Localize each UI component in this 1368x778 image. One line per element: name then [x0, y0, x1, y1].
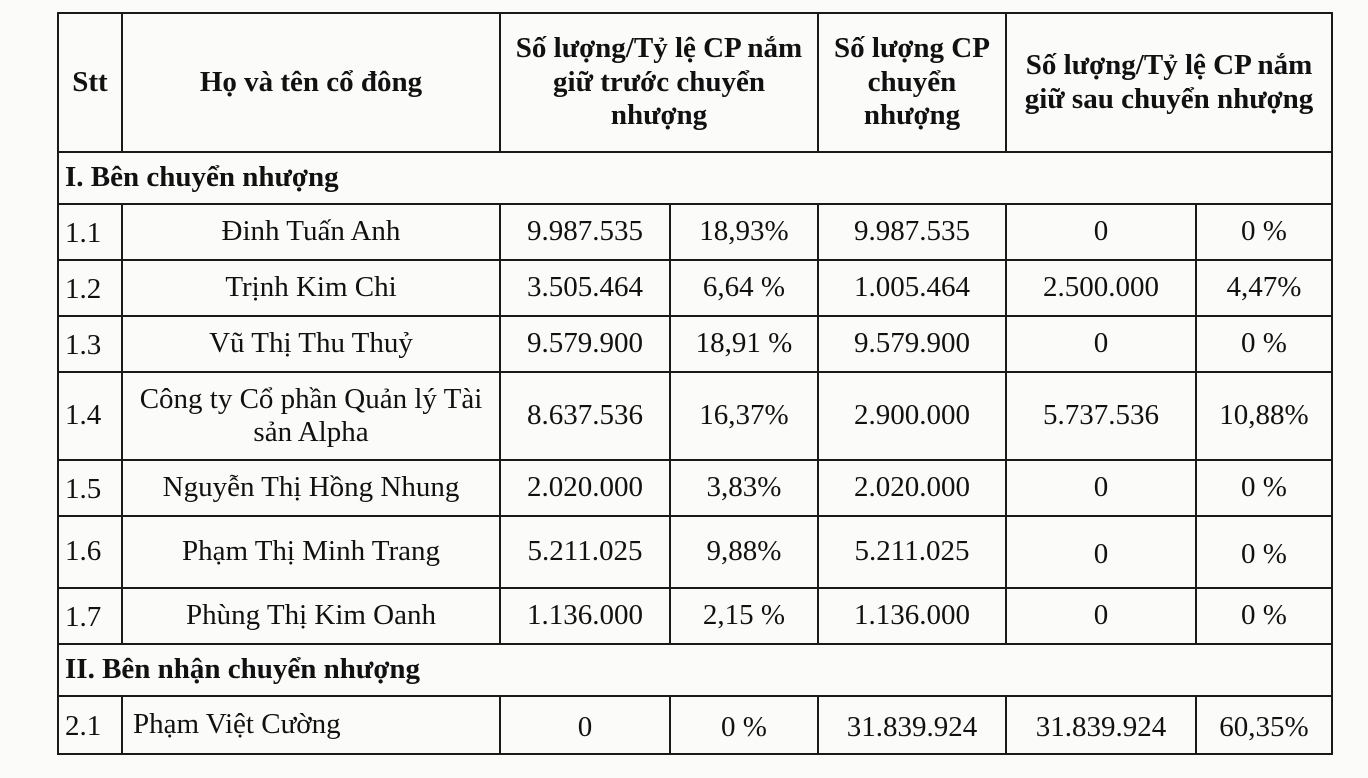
cell-before-qty: 8.637.536: [500, 372, 670, 460]
header-before-transfer: Số lượng/Tỷ lệ CP nắm giữ trước chuyển nhượng: [500, 13, 818, 152]
table-row: [58, 516, 1332, 588]
table-row: [58, 460, 1332, 516]
cell-stt: 1.6: [58, 516, 122, 588]
shareholder-transfer-table: [57, 12, 1333, 755]
cell-after-qty: 0: [1006, 204, 1196, 260]
cell-transfer-qty: 5.211.025: [818, 516, 1006, 588]
section-transferee-row: [58, 644, 1332, 696]
section-transferor-row: [58, 152, 1332, 204]
cell-stt: 1.4: [58, 372, 122, 460]
cell-after-pct: 0 %: [1196, 516, 1332, 588]
header-stt: Stt: [58, 13, 122, 152]
cell-transfer-qty: 1.136.000: [818, 588, 1006, 644]
cell-before-qty: 5.211.025: [500, 516, 670, 588]
cell-after-qty: 5.737.536: [1006, 372, 1196, 460]
cell-stt: 2.1: [58, 696, 122, 754]
cell-stt: 1.5: [58, 460, 122, 516]
cell-name: Đinh Tuấn Anh: [122, 204, 500, 260]
cell-before-qty: 9.579.900: [500, 316, 670, 372]
table-row: [58, 696, 1332, 754]
cell-after-qty: 0: [1006, 588, 1196, 644]
cell-after-pct: 0 %: [1196, 204, 1332, 260]
cell-after-qty: 31.839.924: [1006, 696, 1196, 754]
cell-before-qty: 9.987.535: [500, 204, 670, 260]
cell-transfer-qty: 1.005.464: [818, 260, 1006, 316]
cell-transfer-qty: 9.987.535: [818, 204, 1006, 260]
cell-before-pct: 16,37%: [670, 372, 818, 460]
cell-before-pct: 0 %: [670, 696, 818, 754]
header-after-transfer: Số lượng/Tỷ lệ CP nắm giữ sau chuyển nhượng: [1006, 13, 1332, 152]
cell-before-qty: 2.020.000: [500, 460, 670, 516]
cell-after-pct: 0 %: [1196, 460, 1332, 516]
cell-stt: 1.3: [58, 316, 122, 372]
section-title: II. Bên nhận chuyển nhượng: [58, 644, 1332, 696]
table-row: [58, 204, 1332, 260]
cell-after-pct: 0 %: [1196, 316, 1332, 372]
cell-after-pct: 4,47%: [1196, 260, 1332, 316]
cell-before-pct: 18,91 %: [670, 316, 818, 372]
cell-transfer-qty: 2.020.000: [818, 460, 1006, 516]
cell-name: Phạm Thị Minh Trang: [122, 516, 500, 588]
cell-name: Phùng Thị Kim Oanh: [122, 588, 500, 644]
table-row: [58, 588, 1332, 644]
cell-before-pct: 6,64 %: [670, 260, 818, 316]
cell-before-pct: 18,93%: [670, 204, 818, 260]
cell-name: Công ty Cổ phần Quản lý Tài sản Alpha: [122, 372, 500, 460]
header-shareholder-name: Họ và tên cổ đông: [122, 13, 500, 152]
cell-name: Phạm Việt Cường: [122, 696, 500, 754]
cell-before-qty: 1.136.000: [500, 588, 670, 644]
cell-after-qty: 0: [1006, 460, 1196, 516]
table-row: [58, 260, 1332, 316]
header-row: [58, 13, 1332, 152]
cell-transfer-qty: 2.900.000: [818, 372, 1006, 460]
table-row: [58, 316, 1332, 372]
cell-stt: 1.7: [58, 588, 122, 644]
header-transfer-quantity: Số lượng CP chuyển nhượng: [818, 13, 1006, 152]
cell-transfer-qty: 31.839.924: [818, 696, 1006, 754]
cell-name: Trịnh Kim Chi: [122, 260, 500, 316]
cell-before-pct: 9,88%: [670, 516, 818, 588]
section-title: I. Bên chuyển nhượng: [58, 152, 1332, 204]
cell-stt: 1.1: [58, 204, 122, 260]
cell-name: Vũ Thị Thu Thuỷ: [122, 316, 500, 372]
cell-after-pct: 10,88%: [1196, 372, 1332, 460]
cell-before-pct: 2,15 %: [670, 588, 818, 644]
cell-after-qty: 0: [1006, 316, 1196, 372]
cell-after-qty: 0: [1006, 516, 1196, 588]
cell-before-qty: 3.505.464: [500, 260, 670, 316]
cell-transfer-qty: 9.579.900: [818, 316, 1006, 372]
table-row: [58, 372, 1332, 460]
cell-after-qty: 2.500.000: [1006, 260, 1196, 316]
cell-after-pct: 0 %: [1196, 588, 1332, 644]
cell-before-pct: 3,83%: [670, 460, 818, 516]
cell-before-qty: 0: [500, 696, 670, 754]
cell-name: Nguyễn Thị Hồng Nhung: [122, 460, 500, 516]
cell-stt: 1.2: [58, 260, 122, 316]
cell-after-pct: 60,35%: [1196, 696, 1332, 754]
